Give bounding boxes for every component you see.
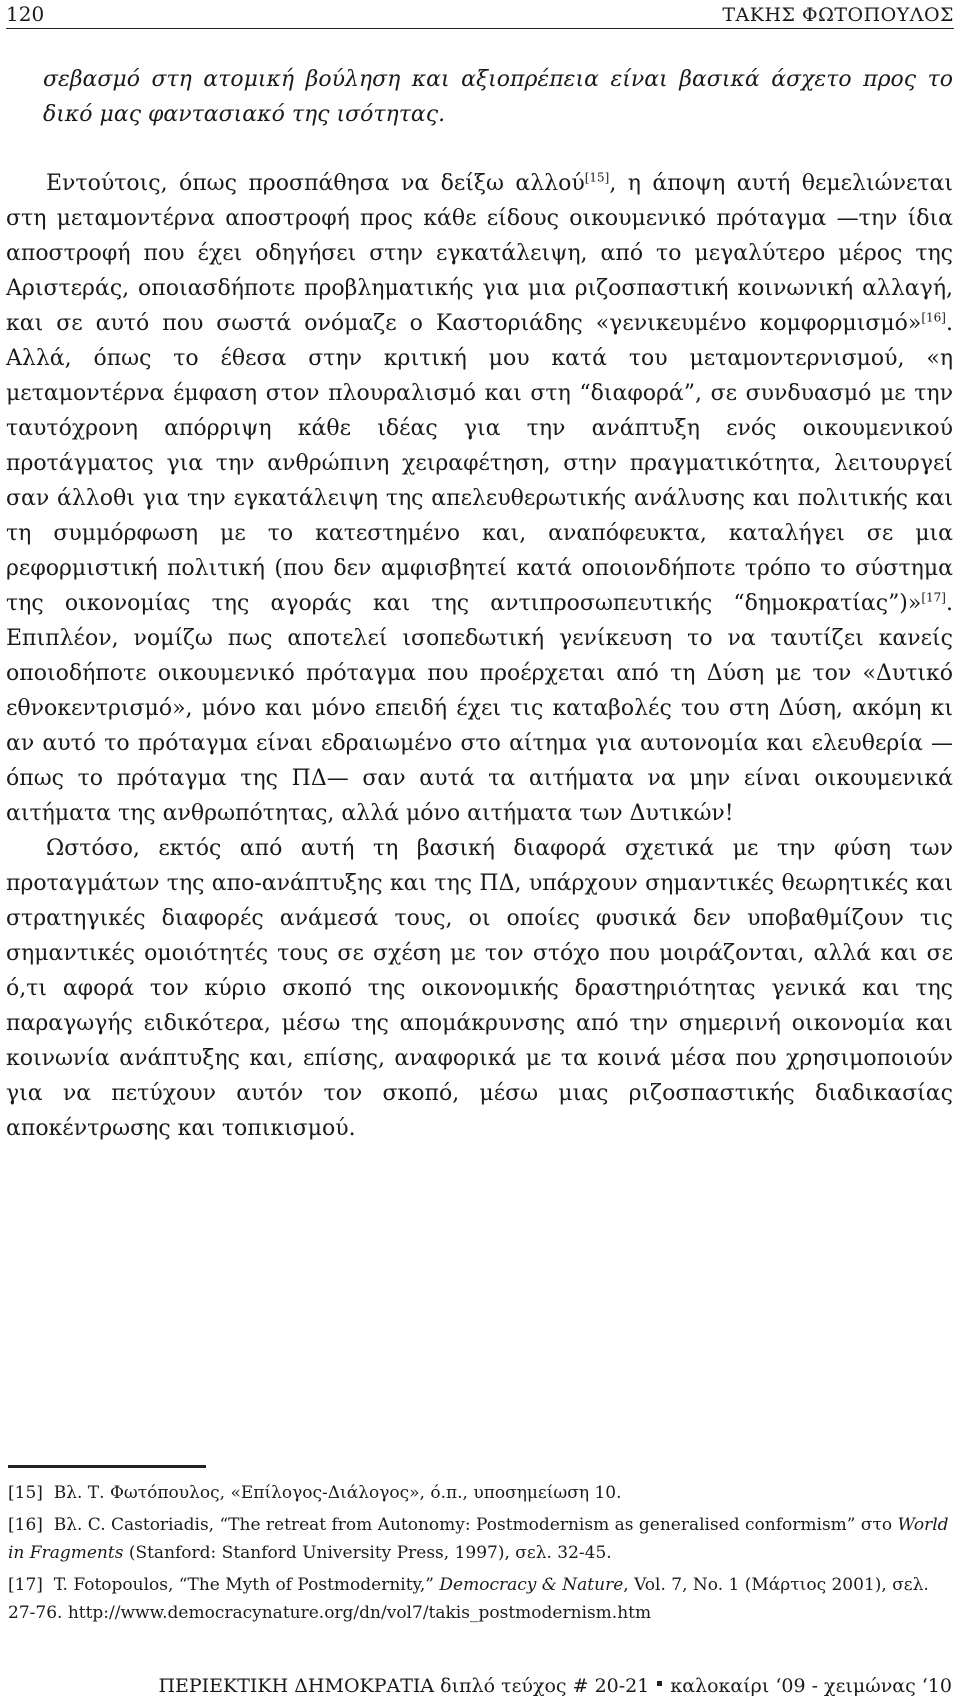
footnote-text: Βλ. C. Castoriadis, “The retreat from Autonomy: Postmodernism as generalised conformism” στο xyxy=(53,1515,898,1535)
footnote-text-with-link[interactable]: , Vol. 7, No. 1 (Μάρτιος 2001), σελ. 27-76. http://www.democracynature.org/dn/vol7/takis_postmodernism.htm xyxy=(8,1575,929,1623)
running-header xyxy=(6,0,954,29)
paragraph-2-part-c: . Αλλά, όπως το έθεσα στην κριτική μου κατά του μεταμοντερνισμού, «η μεταμοντέρνα έμφαση στον πλουραλισμό και στη “διαφορά”, σε συνδυασμό με την ταυτόχρονη απόρριψη κάθε ιδέας για την ανάπτυξη ενός οικουμενικού προτάγματος για την ανθρώπινη χειραφέτηση, στην πραγματικότητα, λειτουργεί σαν άλλοθι για την εγκατάλειψη της απελευθερωτικής ανάλυσης και πολιτικής και τη συμμόρφωση με το κατεστημένο και, αναπόφευκτα, καταλήγει σε μια ρεφορμιστική πολιτική (που δεν αμφισβητεί κατά οποιονδήποτε τρόπο το σύστημα της οικονομίας της αγοράς και της αντιπροσωπευτικής “δημοκρατίας”)» xyxy=(6,311,953,616)
book-title: World in Fragments xyxy=(8,1515,949,1563)
paragraph-2 xyxy=(6,166,953,831)
footer-journal: ΠΕΡΙΕΚΤΙΚΗ ΔΗΜΟΚΡΑΤΙΑ διπλό τεύχος # 20-21 xyxy=(158,1675,650,1697)
paragraph-2-part-d: . Επιπλέον, νομίζω πως αποτελεί ισοπεδωτική γενίκευση το να ταυτίζει κανείς οποιοδήποτε οικουμενικό πρόταγμα που προέρχεται από τη Δύση με τον «Δυτικό εθνοκεντρισμό», μόνο και μόνο επειδή έχει τις καταβολές του στη Δύση, ακόμη κι αν αυτό το πρόταγμα είναι εδραιωμένο στο αίτημα για αυτονομία και ελευθερία —όπως το πρόταγμα της ΠΔ— σαν αυτά τα αιτήματα να μην είναι οικουμενικά αιτήματα της ανθρωπότητας, αλλά μόνο αιτήματα των Δυτικών! xyxy=(6,591,953,826)
footnote-text: (Stanford: Stanford University Press, 1997), σελ. 32-45. xyxy=(123,1543,612,1563)
main-text xyxy=(6,62,953,1146)
footnote-ref-16[interactable]: [16] xyxy=(921,310,946,325)
footnote-text: T. Fotopoulos, “The Myth of Postmodernity,” xyxy=(53,1575,440,1595)
paragraph-2-part-b: , η άποψη αυτή θεμελιώνεται στη μεταμοντέρνα αποστροφή προς κάθε είδους οικουμενικό πρόταγμα —την ίδια αποστροφή που έχει οδηγήσει στην εγκατάλειψη, από το μεγαλύτερο μέρος της Αριστεράς, οποιασδήποτε προβληματικής για μια ριζοσπαστική κοινωνική αλλαγή, και σε αυτό που σωστά ονόμαζε ο Καστοριάδης «γενικευμένο κομφορμισμό» xyxy=(6,171,953,336)
footnote-rule xyxy=(8,1465,206,1468)
footnote-ref-17[interactable]: [17] xyxy=(921,590,946,605)
separator-dot xyxy=(657,1681,662,1686)
footnotes xyxy=(8,1479,953,1631)
paragraph-2-part-a: Εντούτοις, όπως προσπάθησα να δείξω αλλού xyxy=(46,171,585,196)
footer-season: καλοκαίρι ‘09 - χειμώνας ‘10 xyxy=(670,1675,952,1697)
footnote-number: [16] xyxy=(8,1515,43,1535)
running-title: ΤΑΚΗΣ ΦΩΤΟΠΟΥΛΟΣ xyxy=(722,4,954,26)
footnote-16 xyxy=(8,1511,953,1567)
page-number: 120 xyxy=(6,2,45,26)
lead-paragraph: σεβασμό στη ατομική βούληση και αξιοπρέπεια είναι βασικά άσχετο προς το δικό μας φαντασιακό της ισότητας. xyxy=(43,67,953,127)
paragraph-3: Ωστόσο, εκτός από αυτή τη βασική διαφορά σχετικά με την φύση των προταγμάτων της απο-ανάπτυξης και της ΠΔ, υπάρχουν σημαντικές θεωρητικές και στρατηγικές διαφορές ανάμεσά τους, οι οποίες φυσικά δεν υποβαθμίζουν τις σημαντικές ομοιότητές τους σε σχέση με τον στόχο που μοιράζονται, αλλά και σε ό,τι αφορά τον κύριο σκοπό της οικονομικής δραστηριότητας γενικά και της παραγωγής ειδικότερα, μέσω της απομάκρυνσης από την σημερινή οικονομία και κοινωνία ανάπτυξης και, επίσης, αναφορικά με τα κοινά μέσα που χρησιμοποιούν για να πετύχουν αυτόν τον σκοπό, μέσω μιας ριζοσπαστικής διαδικασίας αποκέντρωσης και τοπικισμού. xyxy=(6,836,953,1141)
footnote-ref-15[interactable]: [15] xyxy=(584,170,610,185)
footnote-15 xyxy=(8,1479,953,1507)
footnote-number: [17] xyxy=(8,1575,43,1595)
footnote-number: [15] xyxy=(8,1483,43,1503)
footnote-17 xyxy=(8,1571,953,1627)
footnote-text: Βλ. Τ. Φωτόπουλος, «Επίλογος-Διάλογος», ό.π., υποσημείωση 10. xyxy=(53,1483,622,1503)
journal-title: Democracy & Nature xyxy=(439,1575,624,1595)
running-footer xyxy=(158,1675,952,1697)
